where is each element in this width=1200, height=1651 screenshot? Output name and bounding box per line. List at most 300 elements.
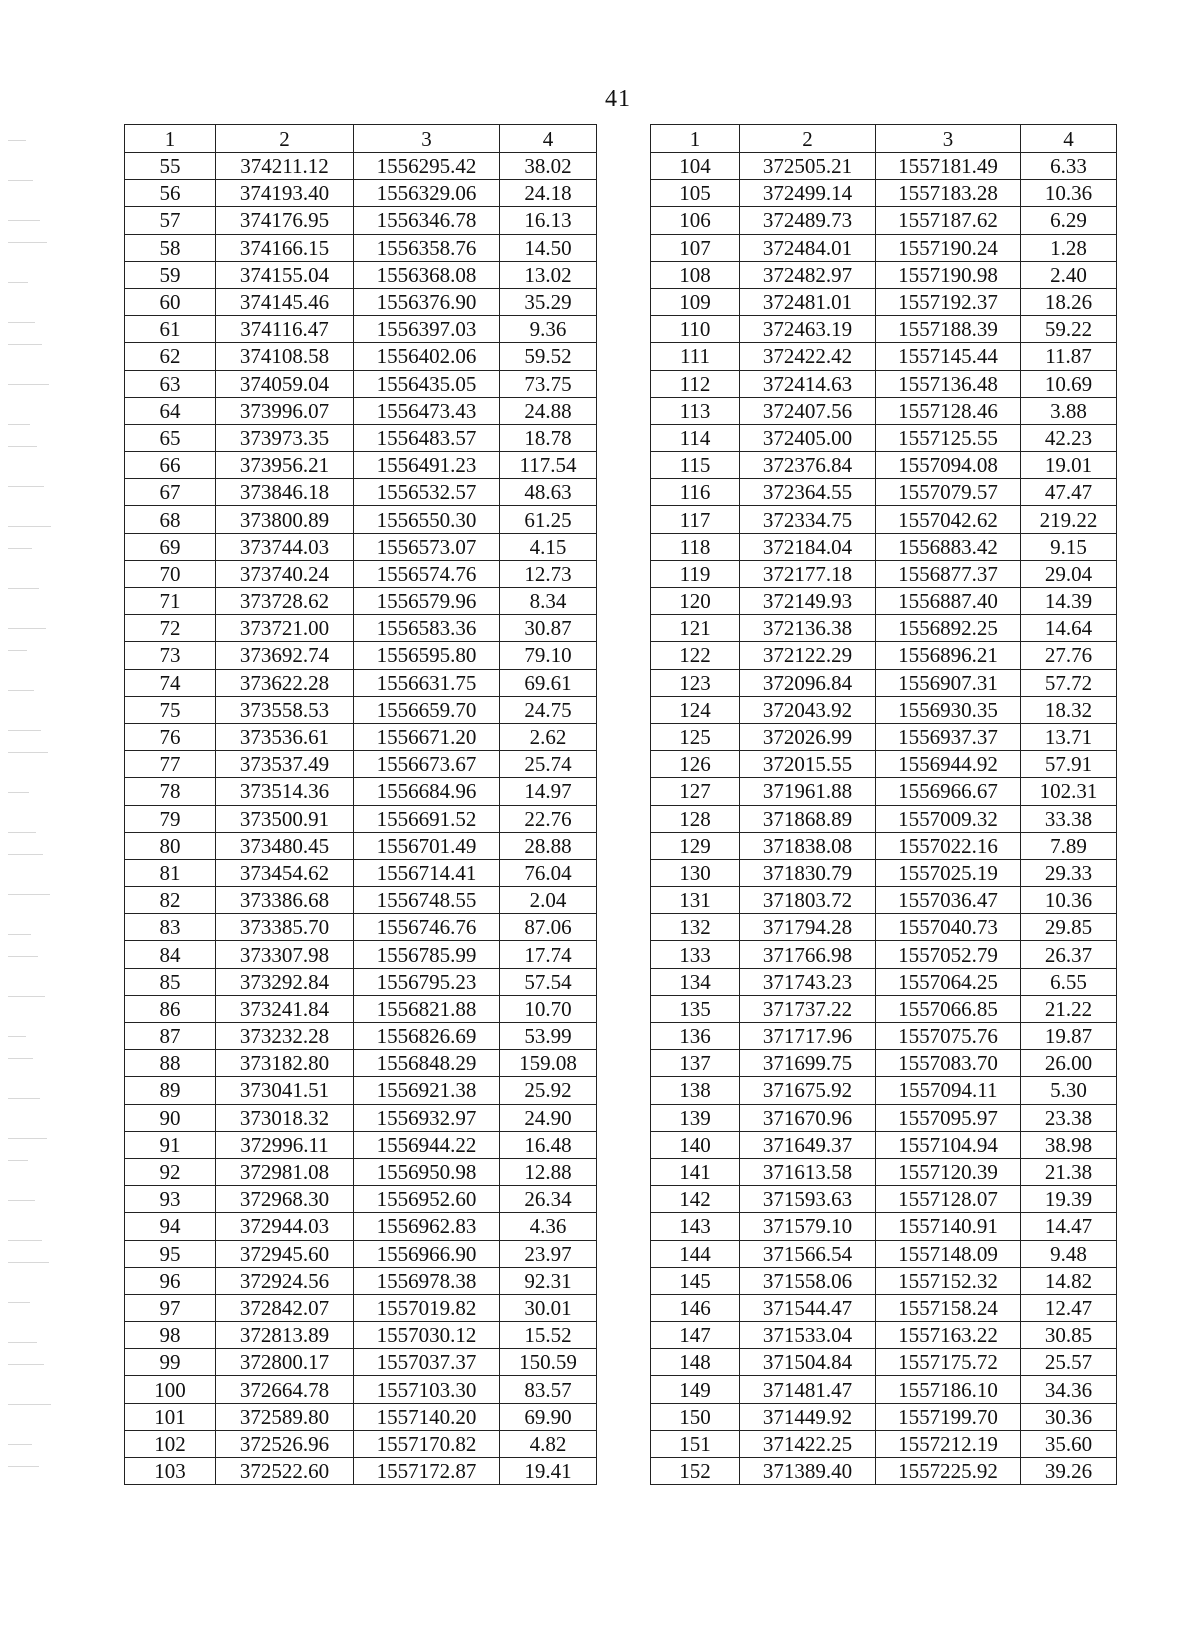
distance-cell: 9.48 [1021, 1240, 1117, 1267]
scan-mark [8, 1342, 37, 1343]
scan-mark [8, 996, 45, 997]
y-coordinate-cell: 1557192.37 [876, 288, 1021, 315]
y-coordinate-cell: 1556631.75 [354, 669, 500, 696]
distance-cell: 53.99 [500, 1023, 597, 1050]
distance-cell: 3.88 [1021, 397, 1117, 424]
table-row [125, 397, 597, 424]
scan-mark [8, 140, 26, 141]
table-row [125, 588, 597, 615]
x-coordinate-cell: 371670.96 [740, 1104, 876, 1131]
x-coordinate-cell: 372813.89 [216, 1322, 354, 1349]
distance-cell: 38.02 [500, 153, 597, 180]
distance-cell: 22.76 [500, 805, 597, 832]
scan-mark [8, 180, 33, 181]
x-coordinate-cell: 371743.23 [740, 968, 876, 995]
y-coordinate-cell: 1556966.90 [354, 1240, 500, 1267]
distance-cell: 69.61 [500, 669, 597, 696]
point-number-cell: 107 [651, 234, 740, 261]
y-coordinate-cell: 1556473.43 [354, 397, 500, 424]
y-coordinate-cell: 1556397.03 [354, 316, 500, 343]
table-row [651, 1267, 1117, 1294]
scan-mark [8, 894, 50, 895]
point-number-cell: 57 [125, 207, 216, 234]
table-row [651, 479, 1117, 506]
x-coordinate-cell: 372136.38 [740, 615, 876, 642]
y-coordinate-cell: 1556346.78 [354, 207, 500, 234]
x-coordinate-cell: 373514.36 [216, 778, 354, 805]
y-coordinate-cell: 1557094.08 [876, 452, 1021, 479]
x-coordinate-cell: 373500.91 [216, 805, 354, 832]
distance-cell: 26.00 [1021, 1050, 1117, 1077]
table-row [651, 914, 1117, 941]
y-coordinate-cell: 1556295.42 [354, 153, 500, 180]
x-coordinate-cell: 373480.45 [216, 832, 354, 859]
x-coordinate-cell: 372981.08 [216, 1158, 354, 1185]
x-coordinate-cell: 373307.98 [216, 941, 354, 968]
x-coordinate-cell: 374145.46 [216, 288, 354, 315]
point-number-cell: 81 [125, 859, 216, 886]
point-number-cell: 91 [125, 1131, 216, 1158]
distance-cell: 39.26 [1021, 1458, 1117, 1485]
scan-mark [8, 344, 42, 345]
point-number-cell: 55 [125, 153, 216, 180]
point-number-cell: 112 [651, 370, 740, 397]
x-coordinate-cell: 371481.47 [740, 1376, 876, 1403]
distance-cell: 33.38 [1021, 805, 1117, 832]
y-coordinate-cell: 1556714.41 [354, 859, 500, 886]
table-row [651, 560, 1117, 587]
y-coordinate-cell: 1556595.80 [354, 642, 500, 669]
point-number-cell: 127 [651, 778, 740, 805]
x-coordinate-cell: 371868.89 [740, 805, 876, 832]
y-coordinate-cell: 1557120.39 [876, 1158, 1021, 1185]
y-coordinate-cell: 1556978.38 [354, 1267, 500, 1294]
distance-cell: 83.57 [500, 1376, 597, 1403]
x-coordinate-cell: 373454.62 [216, 859, 354, 886]
distance-cell: 92.31 [500, 1267, 597, 1294]
table-row [651, 1322, 1117, 1349]
distance-cell: 24.75 [500, 696, 597, 723]
table-row [125, 1213, 597, 1240]
scan-mark [8, 322, 35, 323]
y-coordinate-cell: 1557040.73 [876, 914, 1021, 941]
table-row [125, 288, 597, 315]
distance-cell: 59.52 [500, 343, 597, 370]
x-coordinate-cell: 371717.96 [740, 1023, 876, 1050]
y-coordinate-cell: 1557163.22 [876, 1322, 1021, 1349]
y-coordinate-cell: 1557128.46 [876, 397, 1021, 424]
scan-mark [8, 1160, 28, 1161]
point-number-cell: 134 [651, 968, 740, 995]
point-number-cell: 86 [125, 995, 216, 1022]
x-coordinate-cell: 372481.01 [740, 288, 876, 315]
point-number-cell: 78 [125, 778, 216, 805]
y-coordinate-cell: 1557128.07 [876, 1186, 1021, 1213]
y-coordinate-cell: 1556376.90 [354, 288, 500, 315]
table-row [125, 805, 597, 832]
distance-cell: 10.69 [1021, 370, 1117, 397]
y-coordinate-cell: 1556966.67 [876, 778, 1021, 805]
distance-cell: 29.85 [1021, 914, 1117, 941]
distance-cell: 26.37 [1021, 941, 1117, 968]
x-coordinate-cell: 374116.47 [216, 316, 354, 343]
point-number-cell: 136 [651, 1023, 740, 1050]
y-coordinate-cell: 1557030.12 [354, 1322, 500, 1349]
x-coordinate-cell: 372026.99 [740, 723, 876, 750]
y-coordinate-cell: 1557022.16 [876, 832, 1021, 859]
point-number-cell: 104 [651, 153, 740, 180]
x-coordinate-cell: 372334.75 [740, 506, 876, 533]
y-coordinate-cell: 1557095.97 [876, 1104, 1021, 1131]
x-coordinate-cell: 372842.07 [216, 1294, 354, 1321]
table-row [651, 995, 1117, 1022]
y-coordinate-cell: 1557036.47 [876, 887, 1021, 914]
y-coordinate-cell: 1557103.30 [354, 1376, 500, 1403]
y-coordinate-cell: 1556795.23 [354, 968, 500, 995]
point-number-cell: 69 [125, 533, 216, 560]
y-coordinate-cell: 1556659.70 [354, 696, 500, 723]
distance-cell: 4.15 [500, 533, 597, 560]
scan-mark [8, 526, 51, 527]
table-row [125, 642, 597, 669]
table-row [125, 1430, 597, 1457]
distance-cell: 24.90 [500, 1104, 597, 1131]
left-margin-scan-marks [0, 140, 60, 1540]
y-coordinate-cell: 1557188.39 [876, 316, 1021, 343]
scan-mark [8, 792, 29, 793]
y-coordinate-cell: 1557152.32 [876, 1267, 1021, 1294]
y-coordinate-cell: 1556435.05 [354, 370, 500, 397]
point-number-cell: 80 [125, 832, 216, 859]
y-coordinate-cell: 1557125.55 [876, 424, 1021, 451]
distance-cell: 18.78 [500, 424, 597, 451]
y-coordinate-cell: 1556944.22 [354, 1131, 500, 1158]
scan-mark [8, 282, 28, 283]
table-row [125, 452, 597, 479]
scan-mark [8, 854, 43, 855]
scan-mark [8, 384, 49, 385]
y-coordinate-cell: 1557079.57 [876, 479, 1021, 506]
x-coordinate-cell: 373622.28 [216, 669, 354, 696]
x-coordinate-cell: 372484.01 [740, 234, 876, 261]
table-row [651, 1050, 1117, 1077]
x-coordinate-cell: 372096.84 [740, 669, 876, 696]
table-row [125, 343, 597, 370]
point-number-cell: 84 [125, 941, 216, 968]
table-row [651, 588, 1117, 615]
scan-mark [8, 752, 48, 753]
distance-cell: 30.36 [1021, 1403, 1117, 1430]
table-row [125, 506, 597, 533]
table-row [125, 1458, 597, 1485]
x-coordinate-cell: 371649.37 [740, 1131, 876, 1158]
distance-cell: 1.28 [1021, 234, 1117, 261]
y-coordinate-cell: 1557148.09 [876, 1240, 1021, 1267]
coordinates-table-right [650, 124, 1117, 1485]
point-number-cell: 139 [651, 1104, 740, 1131]
point-number-cell: 146 [651, 1294, 740, 1321]
point-number-cell: 147 [651, 1322, 740, 1349]
distance-cell: 18.32 [1021, 696, 1117, 723]
x-coordinate-cell: 372482.97 [740, 261, 876, 288]
x-coordinate-cell: 372184.04 [740, 533, 876, 560]
y-coordinate-cell: 1557094.11 [876, 1077, 1021, 1104]
table-row [125, 479, 597, 506]
y-coordinate-cell: 1557190.24 [876, 234, 1021, 261]
point-number-cell: 117 [651, 506, 740, 533]
distance-cell: 6.55 [1021, 968, 1117, 995]
x-coordinate-cell: 372405.00 [740, 424, 876, 451]
table-row [125, 1077, 597, 1104]
table-row [125, 669, 597, 696]
table-row [651, 642, 1117, 669]
distance-cell: 7.89 [1021, 832, 1117, 859]
x-coordinate-cell: 374176.95 [216, 207, 354, 234]
table-row [651, 1294, 1117, 1321]
distance-cell: 57.91 [1021, 751, 1117, 778]
distance-cell: 57.72 [1021, 669, 1117, 696]
distance-cell: 47.47 [1021, 479, 1117, 506]
scan-mark [8, 1466, 39, 1467]
y-coordinate-cell: 1557199.70 [876, 1403, 1021, 1430]
scan-mark [8, 628, 46, 629]
y-coordinate-cell: 1557172.87 [354, 1458, 500, 1485]
y-coordinate-cell: 1557052.79 [876, 941, 1021, 968]
table-row [125, 832, 597, 859]
point-number-cell: 85 [125, 968, 216, 995]
point-number-cell: 132 [651, 914, 740, 941]
distance-cell: 48.63 [500, 479, 597, 506]
point-number-cell: 77 [125, 751, 216, 778]
point-number-cell: 119 [651, 560, 740, 587]
distance-cell: 2.62 [500, 723, 597, 750]
distance-cell: 117.54 [500, 452, 597, 479]
point-number-cell: 113 [651, 397, 740, 424]
header-col-4: 4 [1021, 125, 1117, 153]
distance-cell: 14.97 [500, 778, 597, 805]
point-number-cell: 87 [125, 1023, 216, 1050]
x-coordinate-cell: 371544.47 [740, 1294, 876, 1321]
y-coordinate-cell: 1556937.37 [876, 723, 1021, 750]
x-coordinate-cell: 373956.21 [216, 452, 354, 479]
point-number-cell: 60 [125, 288, 216, 315]
table-row [651, 1158, 1117, 1185]
x-coordinate-cell: 371766.98 [740, 941, 876, 968]
distance-cell: 11.87 [1021, 343, 1117, 370]
distance-cell: 9.15 [1021, 533, 1117, 560]
y-coordinate-cell: 1557175.72 [876, 1349, 1021, 1376]
scan-mark [8, 1138, 47, 1139]
distance-cell: 15.52 [500, 1322, 597, 1349]
x-coordinate-cell: 371566.54 [740, 1240, 876, 1267]
x-coordinate-cell: 372414.63 [740, 370, 876, 397]
table-row [651, 1430, 1117, 1457]
point-number-cell: 73 [125, 642, 216, 669]
table-row [125, 234, 597, 261]
header-col-3: 3 [876, 125, 1021, 153]
y-coordinate-cell: 1556579.96 [354, 588, 500, 615]
table-row [651, 696, 1117, 723]
table-row [651, 859, 1117, 886]
scan-mark [8, 1036, 26, 1037]
table-row [125, 1294, 597, 1321]
table-row [125, 370, 597, 397]
y-coordinate-cell: 1556877.37 [876, 560, 1021, 587]
table-row [125, 153, 597, 180]
distance-cell: 87.06 [500, 914, 597, 941]
x-coordinate-cell: 371422.25 [740, 1430, 876, 1457]
scan-mark [8, 242, 47, 243]
point-number-cell: 109 [651, 288, 740, 315]
point-number-cell: 65 [125, 424, 216, 451]
table-row [651, 153, 1117, 180]
y-coordinate-cell: 1556887.40 [876, 588, 1021, 615]
distance-cell: 14.47 [1021, 1213, 1117, 1240]
table-row [125, 887, 597, 914]
point-number-cell: 145 [651, 1267, 740, 1294]
x-coordinate-cell: 372944.03 [216, 1213, 354, 1240]
scan-mark [8, 934, 31, 935]
point-number-cell: 135 [651, 995, 740, 1022]
point-number-cell: 148 [651, 1349, 740, 1376]
point-number-cell: 133 [651, 941, 740, 968]
table-header-row [651, 125, 1117, 153]
point-number-cell: 142 [651, 1186, 740, 1213]
x-coordinate-cell: 373996.07 [216, 397, 354, 424]
scan-mark [8, 424, 30, 425]
point-number-cell: 88 [125, 1050, 216, 1077]
table-row [125, 207, 597, 234]
point-number-cell: 99 [125, 1349, 216, 1376]
distance-cell: 150.59 [500, 1349, 597, 1376]
point-number-cell: 137 [651, 1050, 740, 1077]
distance-cell: 18.26 [1021, 288, 1117, 315]
y-coordinate-cell: 1557145.44 [876, 343, 1021, 370]
distance-cell: 27.76 [1021, 642, 1117, 669]
x-coordinate-cell: 372422.42 [740, 343, 876, 370]
point-number-cell: 93 [125, 1186, 216, 1213]
distance-cell: 16.48 [500, 1131, 597, 1158]
y-coordinate-cell: 1556748.55 [354, 887, 500, 914]
distance-cell: 34.36 [1021, 1376, 1117, 1403]
x-coordinate-cell: 372996.11 [216, 1131, 354, 1158]
x-coordinate-cell: 372499.14 [740, 180, 876, 207]
x-coordinate-cell: 371449.92 [740, 1403, 876, 1430]
y-coordinate-cell: 1557042.62 [876, 506, 1021, 533]
point-number-cell: 70 [125, 560, 216, 587]
point-number-cell: 129 [651, 832, 740, 859]
point-number-cell: 83 [125, 914, 216, 941]
table-row [651, 533, 1117, 560]
x-coordinate-cell: 372589.80 [216, 1403, 354, 1430]
x-coordinate-cell: 373558.53 [216, 696, 354, 723]
x-coordinate-cell: 371558.06 [740, 1267, 876, 1294]
point-number-cell: 138 [651, 1077, 740, 1104]
point-number-cell: 150 [651, 1403, 740, 1430]
x-coordinate-cell: 371838.08 [740, 832, 876, 859]
distance-cell: 12.47 [1021, 1294, 1117, 1321]
x-coordinate-cell: 372463.19 [740, 316, 876, 343]
distance-cell: 12.73 [500, 560, 597, 587]
y-coordinate-cell: 1557212.19 [876, 1430, 1021, 1457]
point-number-cell: 63 [125, 370, 216, 397]
y-coordinate-cell: 1556921.38 [354, 1077, 500, 1104]
x-coordinate-cell: 374155.04 [216, 261, 354, 288]
table-row [125, 1267, 597, 1294]
distance-cell: 25.74 [500, 751, 597, 778]
point-number-cell: 58 [125, 234, 216, 261]
point-number-cell: 76 [125, 723, 216, 750]
x-coordinate-cell: 373728.62 [216, 588, 354, 615]
distance-cell: 38.98 [1021, 1131, 1117, 1158]
distance-cell: 2.04 [500, 887, 597, 914]
x-coordinate-cell: 371593.63 [740, 1186, 876, 1213]
distance-cell: 30.01 [500, 1294, 597, 1321]
x-coordinate-cell: 372376.84 [740, 452, 876, 479]
table-row [125, 533, 597, 560]
scan-mark [8, 220, 40, 221]
table-header-row [125, 125, 597, 153]
distance-cell: 10.36 [1021, 887, 1117, 914]
table-row [125, 778, 597, 805]
distance-cell: 10.36 [1021, 180, 1117, 207]
table-row [651, 261, 1117, 288]
y-coordinate-cell: 1556684.96 [354, 778, 500, 805]
scan-mark [8, 1444, 32, 1445]
point-number-cell: 62 [125, 343, 216, 370]
point-number-cell: 131 [651, 887, 740, 914]
table-row [651, 370, 1117, 397]
point-number-cell: 72 [125, 615, 216, 642]
table-row [651, 180, 1117, 207]
y-coordinate-cell: 1557170.82 [354, 1430, 500, 1457]
y-coordinate-cell: 1557190.98 [876, 261, 1021, 288]
distance-cell: 13.71 [1021, 723, 1117, 750]
distance-cell: 24.88 [500, 397, 597, 424]
table-row [125, 1349, 597, 1376]
distance-cell: 13.02 [500, 261, 597, 288]
point-number-cell: 125 [651, 723, 740, 750]
distance-cell: 17.74 [500, 941, 597, 968]
table-row [651, 424, 1117, 451]
x-coordinate-cell: 373846.18 [216, 479, 354, 506]
table-row [125, 941, 597, 968]
y-coordinate-cell: 1557140.20 [354, 1403, 500, 1430]
distance-cell: 5.30 [1021, 1077, 1117, 1104]
x-coordinate-cell: 374211.12 [216, 153, 354, 180]
point-number-cell: 115 [651, 452, 740, 479]
table-row [651, 1458, 1117, 1485]
distance-cell: 2.40 [1021, 261, 1117, 288]
distance-cell: 4.36 [500, 1213, 597, 1240]
y-coordinate-cell: 1556691.52 [354, 805, 500, 832]
scan-mark [8, 1200, 35, 1201]
distance-cell: 8.34 [500, 588, 597, 615]
x-coordinate-cell: 373973.35 [216, 424, 354, 451]
table-row [651, 941, 1117, 968]
distance-cell: 102.31 [1021, 778, 1117, 805]
y-coordinate-cell: 1557181.49 [876, 153, 1021, 180]
x-coordinate-cell: 373386.68 [216, 887, 354, 914]
header-col-4: 4 [500, 125, 597, 153]
point-number-cell: 64 [125, 397, 216, 424]
y-coordinate-cell: 1556962.83 [354, 1213, 500, 1240]
x-coordinate-cell: 373744.03 [216, 533, 354, 560]
header-col-1: 1 [125, 125, 216, 153]
table-row [651, 207, 1117, 234]
table-row [125, 1158, 597, 1185]
table-row [125, 723, 597, 750]
